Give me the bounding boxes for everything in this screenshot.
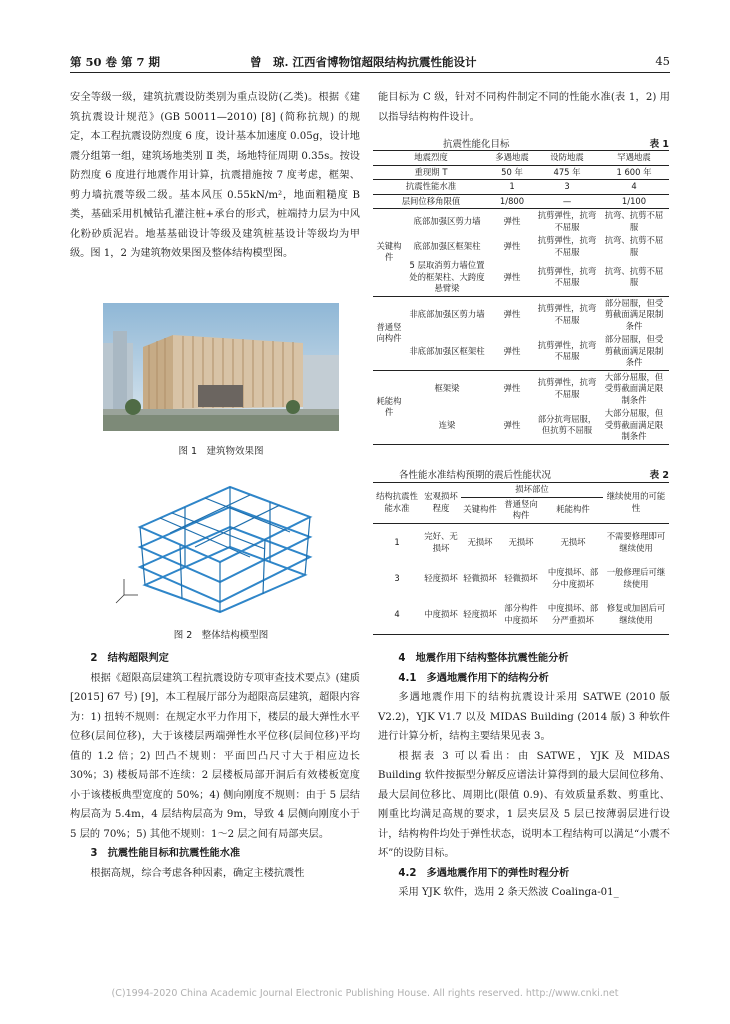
- table-2-title: 各性能水准结构预期的震后性能状况: [399, 470, 552, 481]
- table-cell: —: [535, 194, 599, 209]
- performance-target-table: [373, 150, 669, 445]
- structural-model-figure: [110, 467, 330, 617]
- left-column-top: [70, 88, 360, 264]
- table-header: 耗能构件: [543, 497, 603, 523]
- table-cell: 底部加强区框架柱: [413, 240, 481, 251]
- table-header: 普通竖向构件: [499, 497, 543, 523]
- post-earthquake-state-table: [373, 482, 669, 635]
- table-cell: 无损坏: [508, 536, 534, 547]
- figure-2-caption: 图 2 整体结构模型图: [173, 630, 269, 641]
- table-cell: 非底部加强区框架柱: [405, 333, 489, 370]
- header-rule: [70, 72, 670, 73]
- paragraph: 根据高规，综合考虑各种因素，确定主楼抗震性: [90, 867, 305, 879]
- table-cell: 抗震性能水准: [373, 180, 489, 195]
- table-cell: 抗剪弹性，抗弯不屈服: [537, 377, 597, 399]
- paragraph: 能目标为 C 级，针对不同构件制定不同的性能水准(表 1，2) 用以指导结构构件设计。: [378, 92, 670, 123]
- table-cell: 弹性: [489, 259, 535, 296]
- table-cell: 弹性: [489, 333, 535, 370]
- table-cell: 部分构件中度损坏: [504, 603, 538, 625]
- table-cell: 部分屈服，但受剪截面满足限制条件: [599, 333, 669, 370]
- page-number: 45: [655, 54, 670, 68]
- table-header: 地震烈度: [373, 151, 489, 166]
- table-cell: 抗剪弹性，抗弯不屈服: [535, 259, 599, 296]
- table-2-number: 表 2: [649, 470, 669, 481]
- paragraph: 多遇地震作用下的结构抗震设计采用 SATWE (2010 版 V2.2)，YJK V1.7 以及 MIDAS Building (2014 版) 3 种软件进行计算分析，结构主要结果见表 3。: [378, 692, 670, 742]
- table-cell: 弹性: [503, 419, 521, 430]
- table-cell: 层间位移角限值: [373, 194, 489, 209]
- table-cell: 非底部加强区剪力墙: [409, 309, 485, 319]
- table-cell: 无损坏: [560, 536, 586, 547]
- table-cell: 5 层取消剪力墙位置处的框架柱、大跨度悬臂梁: [405, 259, 489, 296]
- table-cell: 1: [394, 536, 400, 547]
- table-cell: 弹性: [503, 383, 521, 393]
- right-column-top: [378, 88, 670, 127]
- table-cell: 3: [535, 180, 599, 195]
- paragraph: 安全等级一级，建筑抗震设防类别为重点设防(乙类)。根据《建筑抗震设计规范》(GB 50011—2010) [8] (简称抗规) 的规定，本工程抗震设防烈度 6 度，设计基本加速度 0.05g，设计地震分组第一组，建筑场地类别 Ⅱ 类，场地特征周期 0.35s。按设防烈度 6 度进行地震作用计算，抗震措施按 7 度考虑，框架、剪力墙抗震等级二级。基本风压 0.55kN/m²，地面粗糙度 B 类，基础采用机械钻孔灌注桩+承台的形式，桩端持力层为中风化粉砂质泥岩。地基基础设计等级及建筑桩基设计等级均为甲级。图 1，2 为建筑物效果图及整体结构模型图。: [70, 92, 360, 259]
- building-rendering-figure: [103, 303, 339, 431]
- section-4-2-heading: 4.2 多遇地震作用下的弹性时程分析: [398, 867, 570, 879]
- table-cell: 抗弯、抗剪不屈服: [599, 259, 669, 296]
- table-cell: 完好、无损坏: [424, 531, 458, 553]
- group-cell: 耗能构件: [373, 370, 405, 444]
- table-cell: 475 年: [535, 165, 599, 180]
- table-cell: 重现期 T: [373, 165, 489, 180]
- journal-volume: 第 50 卷 第 7 期: [70, 55, 161, 69]
- section-2-heading: 2 结构超限判定: [90, 653, 169, 664]
- table-cell: 轻微损坏: [504, 572, 538, 583]
- table-cell: 连梁: [438, 419, 456, 430]
- table-cell: 1/800: [489, 194, 535, 209]
- table-cell: 弹性: [503, 309, 521, 319]
- running-header: [70, 54, 670, 72]
- table-cell: 1/100: [599, 194, 669, 209]
- table-cell: 无损坏: [467, 536, 493, 547]
- table-cell: 大部分屈服，但受剪截面满足限制条件: [604, 408, 664, 441]
- table-cell: 1: [489, 180, 535, 195]
- table-cell: 修复或加固后可继续使用: [606, 603, 666, 625]
- article-running-title: 曾 琼. 江西省博物馆超限结构抗震性能设计: [250, 55, 477, 69]
- table-cell: 弹性: [503, 215, 521, 226]
- right-column-bottom: [378, 649, 670, 903]
- paragraph: 根据《超限高层建筑工程抗震设防专项审查技术要点》(建质 [2015] 67 号) [9]，本工程展厅部分为超限高层建筑，超限内容为：1) 扭转不规则：在规定水平力作用下，楼层的最大弹性水平位移(层间位移)，大于该楼层两端弹性水平位移(层间位移)平均值的 1.2 倍；2) 凹凸不规则：平面凹凸尺寸大于相应边长 30%；3) 楼板局部不连续：2 层楼板局部开洞后有效楼板宽度小于该楼板典型宽度的 50%；4) 侧向刚度不规则：由于 5 层结构层高为 5.4m，4 层结构层高为 9m，导致 4 层侧向刚度小于 5 层的 70%；5) 其他不规则：1～2 层之间有局部夹层。: [70, 672, 360, 840]
- section-4-heading: 4 地震作用下结构整体抗震性能分析: [398, 653, 569, 664]
- section-3-heading: 3 抗震性能目标和抗震性能水准: [90, 848, 241, 859]
- table-cell: 部分屈服，但受剪截面满足限制条件: [604, 297, 664, 331]
- table-cell: 4: [599, 180, 669, 195]
- table-cell: 抗剪弹性，抗弯不屈服: [537, 235, 597, 257]
- table-header: 宏观损坏程度: [421, 483, 461, 524]
- table-cell: 底部加强区剪力墙: [413, 215, 481, 226]
- paragraph: 采用 YJK 软件，选用 2 条天然波 Coalinga-01_: [398, 887, 619, 898]
- table-cell: 抗弯、抗剪不屈服: [604, 210, 664, 232]
- group-cell: 关键构件: [373, 209, 405, 297]
- table-cell: 抗弯、抗剪不屈服: [604, 235, 664, 257]
- table-cell: 中度损坏、部分中度损坏: [547, 567, 599, 589]
- table-cell: 大部分屈服，但受剪截面满足限制条件: [604, 371, 664, 405]
- table-cell: 轻度损坏: [424, 572, 458, 583]
- table-cell: 不需要修理即可继续使用: [606, 531, 666, 553]
- table-cell: 框架梁: [434, 383, 460, 393]
- group-cell: 普通竖向构件: [373, 296, 405, 370]
- table-header: 设防地震: [535, 151, 599, 166]
- table-cell: 3: [394, 572, 400, 583]
- table-1-title: 抗震性能化目标: [443, 139, 510, 150]
- paragraph: 根据表 3 可以看出：由 SATWE，YJK 及 MIDAS Building 软件按振型分解反应谱法计算得到的最大层间位移角、最大层间位移比、周期比(限值 0.9)、有效质量系数、剪重比、刚重比均满足高规的要求，1 层夹层及 5 层已按薄弱层进行设计，结构构件均处于弹性状态，说明本工程结构可以满足“小震不坏”的设防目标。: [378, 750, 670, 859]
- table-cell: 中度损坏、部分严重损坏: [547, 603, 599, 625]
- table-header: 继续使用的可能性: [603, 483, 669, 524]
- table-header: 结构抗震性能水准: [373, 483, 421, 524]
- table-header: 多遇地震: [489, 151, 535, 166]
- table-1-number: 表 1: [649, 139, 669, 150]
- table-cell: 1 600 年: [599, 165, 669, 180]
- left-column-bottom: [70, 649, 360, 883]
- table-header: 关键构件: [461, 497, 499, 523]
- table-cell: 中度损坏: [424, 608, 458, 619]
- table-cell: 轻微损坏: [463, 572, 497, 583]
- figure-1-caption: 图 1 建筑物效果图: [178, 446, 264, 457]
- table-cell: 一般修理后可继续使用: [606, 567, 666, 589]
- table-header: 罕遇地震: [599, 151, 669, 166]
- table-cell: 抗剪弹性，抗弯不屈服: [537, 303, 597, 325]
- table-cell: 4: [394, 608, 400, 619]
- copyright-footer: (C)1994-2020 China Academic Journal Electronic Publishing House. All rights reserved. http://www.cnki.net: [111, 988, 619, 999]
- table-cell: 抗剪弹性，抗弯不屈服: [535, 333, 599, 370]
- table-cell: 轻度损坏: [463, 608, 497, 619]
- section-4-1-heading: 4.1 多遇地震作用下的结构分析: [398, 672, 549, 684]
- table-cell: 弹性: [503, 240, 521, 251]
- table-cell: 部分抗弯屈服，但抗剪不屈服: [537, 413, 597, 436]
- table-cell: 50 年: [489, 165, 535, 180]
- table-cell: 抗剪弹性，抗弯不屈服: [537, 210, 597, 232]
- table-header: 损坏部位: [461, 483, 603, 498]
